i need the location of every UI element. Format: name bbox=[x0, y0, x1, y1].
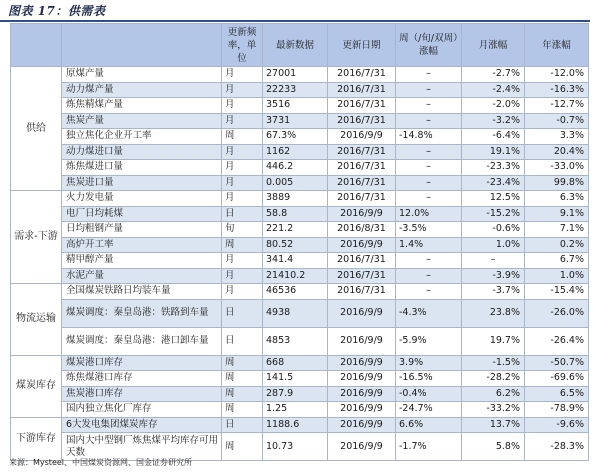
indicator-cell: 炼焦精煤产量 bbox=[62, 98, 222, 114]
wow-change-cell: -24.7% bbox=[396, 402, 462, 418]
wow-change-cell: – bbox=[396, 82, 462, 98]
yoy-change-cell: 9.1% bbox=[525, 206, 589, 222]
indicator-cell: 炼焦煤进口量 bbox=[62, 160, 222, 176]
header-wow: 周（/旬/双周）涨幅 bbox=[396, 24, 462, 67]
latest-value-cell: 22233 bbox=[263, 82, 328, 98]
update-date-cell: 2016/8/31 bbox=[328, 222, 396, 238]
mom-change-cell: -3.2% bbox=[462, 113, 525, 129]
indicator-cell: 高炉开工率 bbox=[62, 237, 222, 253]
freq-cell: 月 bbox=[222, 268, 263, 284]
group-label: 供给 bbox=[11, 67, 62, 191]
table-row bbox=[11, 129, 589, 145]
wow-change-cell: – bbox=[396, 175, 462, 191]
latest-value-cell: 287.9 bbox=[263, 386, 328, 402]
indicator-cell: 独立焦化企业开工率 bbox=[62, 129, 222, 145]
table-row bbox=[11, 160, 589, 176]
update-date-cell: 2016/7/31 bbox=[328, 284, 396, 300]
yoy-change-cell: -16.3% bbox=[525, 82, 589, 98]
indicator-cell: 国内独立焦化厂库存 bbox=[62, 402, 222, 418]
yoy-change-cell: -69.6% bbox=[525, 371, 589, 387]
mom-change-cell: -6.4% bbox=[462, 129, 525, 145]
wow-change-cell: 3.9% bbox=[396, 355, 462, 371]
header-category bbox=[11, 24, 62, 67]
mom-change-cell: -33.2% bbox=[462, 402, 525, 418]
indicator-cell: 动力煤产量 bbox=[62, 82, 222, 98]
header-freq: 更新频率，单位 bbox=[222, 24, 263, 67]
mom-change-cell: 19.7% bbox=[462, 327, 525, 355]
mom-change-cell: -2.7% bbox=[462, 67, 525, 83]
freq-cell: 周 bbox=[222, 402, 263, 418]
mom-change-cell: -3.9% bbox=[462, 268, 525, 284]
table-row bbox=[11, 268, 589, 284]
wow-change-cell: -3.5% bbox=[396, 222, 462, 238]
table-header-row bbox=[11, 24, 589, 67]
table-row bbox=[11, 206, 589, 222]
update-date-cell: 2016/9/9 bbox=[328, 299, 396, 327]
latest-value-cell: 58.8 bbox=[263, 206, 328, 222]
indicator-cell: 国内大中型钢厂炼焦煤平均库存可用天数 bbox=[62, 433, 222, 461]
table-row bbox=[11, 191, 589, 207]
wow-change-cell: -4.3% bbox=[396, 299, 462, 327]
freq-cell: 月 bbox=[222, 175, 263, 191]
update-date-cell: 2016/7/31 bbox=[328, 175, 396, 191]
freq-cell: 月 bbox=[222, 144, 263, 160]
freq-cell: 日 bbox=[222, 417, 263, 433]
indicator-cell: 焦炭进口量 bbox=[62, 175, 222, 191]
wow-change-cell: – bbox=[396, 113, 462, 129]
update-date-cell: 2016/7/31 bbox=[328, 113, 396, 129]
update-date-cell: 2016/9/9 bbox=[328, 371, 396, 387]
indicator-cell: 煤炭调度：秦皇岛港：铁路到车量 bbox=[62, 299, 222, 327]
table-row bbox=[11, 237, 589, 253]
table-row bbox=[11, 417, 589, 433]
wow-change-cell: – bbox=[396, 268, 462, 284]
freq-cell: 周 bbox=[222, 129, 263, 145]
yoy-change-cell: -50.7% bbox=[525, 355, 589, 371]
update-date-cell: 2016/7/31 bbox=[328, 253, 396, 269]
update-date-cell: 2016/7/31 bbox=[328, 144, 396, 160]
yoy-change-cell: -26.4% bbox=[525, 327, 589, 355]
yoy-change-cell: 6.3% bbox=[525, 191, 589, 207]
yoy-change-cell: -12.7% bbox=[525, 98, 589, 114]
yoy-change-cell: 0.2% bbox=[525, 237, 589, 253]
yoy-change-cell: 6.5% bbox=[525, 386, 589, 402]
group-label: 煤炭库存 bbox=[11, 355, 62, 417]
mom-change-cell: -1.5% bbox=[462, 355, 525, 371]
latest-value-cell: 3889 bbox=[263, 191, 328, 207]
mom-change-cell: – bbox=[462, 253, 525, 269]
update-date-cell: 2016/7/31 bbox=[328, 191, 396, 207]
title-rule bbox=[0, 20, 590, 22]
latest-value-cell: 668 bbox=[263, 355, 328, 371]
indicator-cell: 煤炭调度：秦皇岛港：港口卸车量 bbox=[62, 327, 222, 355]
freq-cell: 月 bbox=[222, 160, 263, 176]
indicator-cell: 焦炭港口库存 bbox=[62, 386, 222, 402]
latest-value-cell: 67.3% bbox=[263, 129, 328, 145]
latest-value-cell: 27001 bbox=[263, 67, 328, 83]
freq-cell: 周 bbox=[222, 386, 263, 402]
table-body bbox=[11, 67, 589, 461]
table-row bbox=[11, 253, 589, 269]
latest-value-cell: 341.4 bbox=[263, 253, 328, 269]
wow-change-cell: -14.8% bbox=[396, 129, 462, 145]
mom-change-cell: -3.7% bbox=[462, 284, 525, 300]
freq-cell: 月 bbox=[222, 82, 263, 98]
freq-cell: 月 bbox=[222, 67, 263, 83]
update-date-cell: 2016/7/31 bbox=[328, 268, 396, 284]
wow-change-cell: – bbox=[396, 191, 462, 207]
update-date-cell: 2016/9/9 bbox=[328, 327, 396, 355]
update-date-cell: 2016/9/9 bbox=[328, 386, 396, 402]
yoy-change-cell: 99.8% bbox=[525, 175, 589, 191]
group-label: 需求-下游 bbox=[11, 191, 62, 284]
mom-change-cell: -2.0% bbox=[462, 98, 525, 114]
freq-cell: 日 bbox=[222, 327, 263, 355]
table-row bbox=[11, 355, 589, 371]
wow-change-cell: 6.6% bbox=[396, 417, 462, 433]
indicator-cell: 动力煤进口量 bbox=[62, 144, 222, 160]
header-latest: 最新数据 bbox=[263, 24, 328, 67]
latest-value-cell: 446.2 bbox=[263, 160, 328, 176]
update-date-cell: 2016/9/9 bbox=[328, 129, 396, 145]
mom-change-cell: -2.4% bbox=[462, 82, 525, 98]
mom-change-cell: -28.2% bbox=[462, 371, 525, 387]
wow-change-cell: -0.4% bbox=[396, 386, 462, 402]
header-yoy: 年涨幅 bbox=[525, 24, 589, 67]
latest-value-cell: 10.73 bbox=[263, 433, 328, 461]
wow-change-cell: 12.0% bbox=[396, 206, 462, 222]
wow-change-cell: – bbox=[396, 284, 462, 300]
group-label: 下游库存 bbox=[11, 417, 62, 461]
wow-change-cell: – bbox=[396, 67, 462, 83]
group-label: 物流运输 bbox=[11, 284, 62, 356]
wow-change-cell: -1.7% bbox=[396, 433, 462, 461]
table-row bbox=[11, 327, 589, 355]
freq-cell: 周 bbox=[222, 355, 263, 371]
indicator-cell: 精甲醇产量 bbox=[62, 253, 222, 269]
table-row bbox=[11, 299, 589, 327]
update-date-cell: 2016/9/9 bbox=[328, 206, 396, 222]
indicator-cell: 全国煤炭铁路日均装车量 bbox=[62, 284, 222, 300]
table-row bbox=[11, 98, 589, 114]
update-date-cell: 2016/9/9 bbox=[328, 355, 396, 371]
mom-change-cell: -23.3% bbox=[462, 160, 525, 176]
latest-value-cell: 1162 bbox=[263, 144, 328, 160]
yoy-change-cell: -28.3% bbox=[525, 433, 589, 461]
latest-value-cell: 80.52 bbox=[263, 237, 328, 253]
table-row bbox=[11, 222, 589, 238]
table-row bbox=[11, 175, 589, 191]
wow-change-cell: – bbox=[396, 160, 462, 176]
wow-change-cell: -16.5% bbox=[396, 371, 462, 387]
yoy-change-cell: 7.1% bbox=[525, 222, 589, 238]
supply-demand-table bbox=[10, 23, 589, 461]
latest-value-cell: 4938 bbox=[263, 299, 328, 327]
mom-change-cell: 19.1% bbox=[462, 144, 525, 160]
yoy-change-cell: 3.3% bbox=[525, 129, 589, 145]
freq-cell: 月 bbox=[222, 191, 263, 207]
latest-value-cell: 4853 bbox=[263, 327, 328, 355]
mom-change-cell: 23.8% bbox=[462, 299, 525, 327]
yoy-change-cell: -0.7% bbox=[525, 113, 589, 129]
yoy-change-cell: -9.6% bbox=[525, 417, 589, 433]
source-note: 来源：Mysteel、中国煤炭资源网、国金证券研究所 bbox=[9, 458, 193, 467]
update-date-cell: 2016/7/31 bbox=[328, 67, 396, 83]
indicator-cell: 煤炭港口库存 bbox=[62, 355, 222, 371]
update-date-cell: 2016/9/9 bbox=[328, 237, 396, 253]
table-row bbox=[11, 67, 589, 83]
freq-cell: 周 bbox=[222, 433, 263, 461]
table-row bbox=[11, 371, 589, 387]
latest-value-cell: 221.2 bbox=[263, 222, 328, 238]
freq-cell: 月 bbox=[222, 284, 263, 300]
latest-value-cell: 141.5 bbox=[263, 371, 328, 387]
freq-cell: 旬 bbox=[222, 222, 263, 238]
freq-cell: 周 bbox=[222, 371, 263, 387]
update-date-cell: 2016/7/31 bbox=[328, 98, 396, 114]
yoy-change-cell: -15.4% bbox=[525, 284, 589, 300]
yoy-change-cell: -33.0% bbox=[525, 160, 589, 176]
table-row bbox=[11, 82, 589, 98]
header-mom: 月涨幅 bbox=[462, 24, 525, 67]
page-title: 图表 17：供需表 bbox=[8, 4, 106, 18]
wow-change-cell: – bbox=[396, 253, 462, 269]
mom-change-cell: 12.5% bbox=[462, 191, 525, 207]
indicator-cell: 6大发电集团煤炭库存 bbox=[62, 417, 222, 433]
freq-cell: 月 bbox=[222, 113, 263, 129]
mom-change-cell: -15.2% bbox=[462, 206, 525, 222]
freq-cell: 日 bbox=[222, 299, 263, 327]
mom-change-cell: 5.8% bbox=[462, 433, 525, 461]
freq-cell: 周 bbox=[222, 237, 263, 253]
freq-cell: 月 bbox=[222, 253, 263, 269]
wow-change-cell: -5.9% bbox=[396, 327, 462, 355]
mom-change-cell: 6.2% bbox=[462, 386, 525, 402]
latest-value-cell: 1.25 bbox=[263, 402, 328, 418]
mom-change-cell: 13.7% bbox=[462, 417, 525, 433]
header-indicator bbox=[62, 24, 222, 67]
table-row bbox=[11, 386, 589, 402]
indicator-cell: 焦炭产量 bbox=[62, 113, 222, 129]
table-row bbox=[11, 144, 589, 160]
latest-value-cell: 3516 bbox=[263, 98, 328, 114]
yoy-change-cell: 6.7% bbox=[525, 253, 589, 269]
update-date-cell: 2016/9/9 bbox=[328, 417, 396, 433]
yoy-change-cell: -12.0% bbox=[525, 67, 589, 83]
indicator-cell: 电厂日均耗煤 bbox=[62, 206, 222, 222]
indicator-cell: 炼焦煤港口库存 bbox=[62, 371, 222, 387]
indicator-cell: 水泥产量 bbox=[62, 268, 222, 284]
yoy-change-cell: 1.0% bbox=[525, 268, 589, 284]
yoy-change-cell: 20.4% bbox=[525, 144, 589, 160]
update-date-cell: 2016/9/9 bbox=[328, 433, 396, 461]
table-row bbox=[11, 284, 589, 300]
update-date-cell: 2016/9/9 bbox=[328, 402, 396, 418]
latest-value-cell: 46536 bbox=[263, 284, 328, 300]
yoy-change-cell: -78.9% bbox=[525, 402, 589, 418]
mom-change-cell: -0.6% bbox=[462, 222, 525, 238]
indicator-cell: 原煤产量 bbox=[62, 67, 222, 83]
header-date: 更新日期 bbox=[328, 24, 396, 67]
wow-change-cell: 1.4% bbox=[396, 237, 462, 253]
wow-change-cell: – bbox=[396, 98, 462, 114]
latest-value-cell: 3731 bbox=[263, 113, 328, 129]
mom-change-cell: -23.4% bbox=[462, 175, 525, 191]
update-date-cell: 2016/7/31 bbox=[328, 82, 396, 98]
latest-value-cell: 21410.2 bbox=[263, 268, 328, 284]
table-row bbox=[11, 402, 589, 418]
latest-value-cell: 1188.6 bbox=[263, 417, 328, 433]
table-row bbox=[11, 113, 589, 129]
latest-value-cell: 0.005 bbox=[263, 175, 328, 191]
mom-change-cell: 1.0% bbox=[462, 237, 525, 253]
freq-cell: 日 bbox=[222, 206, 263, 222]
yoy-change-cell: -26.0% bbox=[525, 299, 589, 327]
update-date-cell: 2016/7/31 bbox=[328, 160, 396, 176]
wow-change-cell: – bbox=[396, 144, 462, 160]
freq-cell: 月 bbox=[222, 98, 263, 114]
indicator-cell: 日均粗钢产量 bbox=[62, 222, 222, 238]
indicator-cell: 火力发电量 bbox=[62, 191, 222, 207]
